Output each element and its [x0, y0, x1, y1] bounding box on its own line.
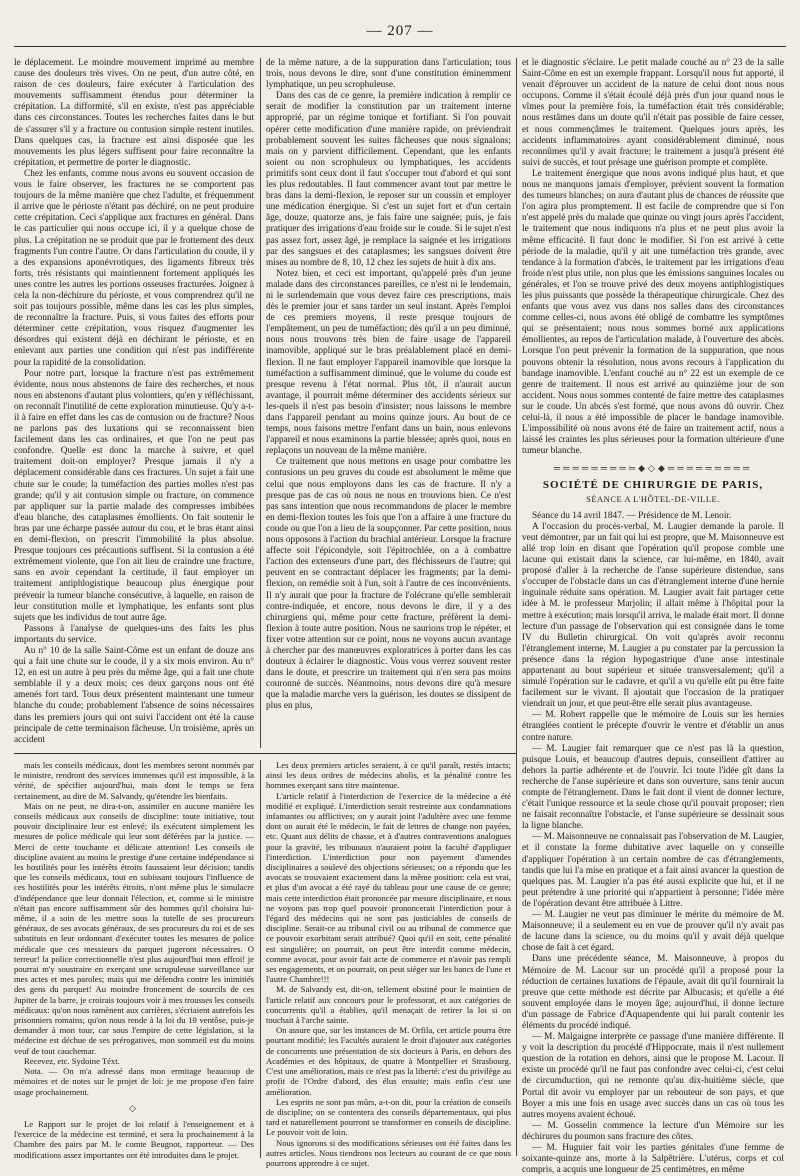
- paragraph: Dans des cas de ce genre, la première indication à remplir ce serait de modifier la constitution par un traitement interne approprié, par un régime tonique et fortifiant. Si l'on pouvait opérer cette modification d'une manière rapide, on préviendrait probablement souvent les suites fâcheuses que nous signalons; mais on y parvient difficilement. Cependant, que les enfants soient ou non scrophuleux ou lymphatiques, les accidents primitifs sont ceux dont il faut s'occuper tout d'abord et qui sont les plus redoutables. Il faut commencer avant tout par mettre le bras dans la demi-flexion, le reposer sur un coussin et employer une médication énergique. Si c'est un sujet fort et d'un certain âge, douze, quatorze ans, je fais faire une saignée; puis, je fais pratiquer des irrigations d'eau froide sur le coude. Si le sujet n'est pas assez fort, assez âgé, je remplace la saignée et les irrigations par des sangsues et des cataplasmes; les sangsues doivent être mises au nombre de 8, 10, 12 chez les sujets de huit à dix ans.: [266, 91, 511, 268]
- column-divider: [260, 58, 261, 748]
- paragraph: Nota. — On m'a adressé dans mon ermitage beaucoup de mémoires et de notes sur le projet de loi: je me propose d'en faire usage prochainement.: [14, 1066, 254, 1097]
- paragraph: M. de Salvandy est, dit-on, tellement obstiné pour le maintien de l'article relatif aux concours pour le professorat, et aux catégories de concurrents qu'il a établies, qu'il menaçait de retirer la loi si on touchait à l'arche sainte.: [266, 984, 511, 1026]
- paragraph: mais les conseils médicaux, dont les membres seront nommés par le ministre, rendront des services immenses qu'il est impossible, à la vérité, de spécifier aujourd'hui, mais dont le temps se fera certainement, au dire de M. Salvandy, qu'étendre les bienfaits.: [14, 760, 254, 801]
- paragraph: Mais on ne peut, ne dira-t-on, assimiler en aucune manière les conseils médicaux aux conseils de discipline: toute initiative, tout pouvoir disciplinaire leur est enlevé; ils exécutent simplement les mesures de police médicale qui leur sont déférées par la justice. — Merci de cette touchante et délicate attention! Les conseils de discipline avaient au moins le prestige d'une certaine indépendance si les hostilités pour les intérêts étroits faussaient leur décision; tandis que les conseils médicaux, tout en subissant toujours l'influence de ces hostilités pour les intérêts étroits, n'ont même plus le simulacre d'indépendance que leur donnait l'élection, et, comme si le ministre n'était pas encore suffisamment sûr des hommes qu'il choisira lui-même, il a soin de les mettre sous la tutelle de ses procureurs généraux, de ses avocats généraux, de ses procureurs du roi et de ses substituts en leur ordonnant d'exécuter toutes les mesures de police médicale que ces messieurs du parquet jugeront nécessaires. O terreur! la police correctionnelle n'est plus aujourd'hui mon effroi! je pourrai m'y soustraire en exerçant une scrupuleuse surveillance sur mes actes et mes paroles; mais qui me défendra contre les inimitiés des gens du parquet! Au moindre froncement de sourcils de ces Jupiter de la barre, je croirais toujours voir à mes trousses les conseils médicaux: qu'on nous ramènent aux carrières, s'écriaient autrefois les prisonniers romains; qu'on nous rende à la loi du 19 ventôse, puis-je demander à mon tour, car sous l'empire de cette législation, si la médecine est déchue de ses prérogatives, mon sommeil est du moins veuf de tout cauchemar.: [14, 800, 254, 1056]
- paragraph: L'article relatif à l'interdiction de l'exercice de la médecine a été modifié et expliqué. L'interdiction serait restreinte aux condamnations infamantes ou afflictives; on y aurait joint l'adultère avec une femme dont on aurait été le médecin, le fait de lettres de change non payées, etc. Quant aux délits de chasse, et à d'autres contraventions analogues pour la gravité, les tribunaux n'auraient point la faculté d'appliquer l'interdiction. L'interdiction pour non payement d'amendes disciplinaires a soulevé des objections sérieuses; on a répondu que les avocats se trouvaient exactement dans la même position: cela est vrai, et plus d'un avocat a été rayé du tableau pour une cause de ce genre; mais cette interdiction était prononcée par mesure disciplinaire, et nous ne voyons pas trop quel pouvoir prononcerait l'interdiction pour à l'égard des médecins qui ne sont pas justiciables de conseils de discipline. Serait-ce au tribunal civil ou au tribunal de commerce que ce pouvoir exorbitant serait attribué? Quoi qu'il en soit, cette pénalité est singulière; on pourrait, on peut être interdit comme médecin, comme avocat, pour avoir fait acte de commerce et n'avoir pas rempli ses engagements, et on pourrait, on peut siéger sur les bancs de l'une et l'autre Chambre!!!: [266, 790, 511, 985]
- paragraph: — M. Laugier ne veut pas diminuer le mérite du mémoire de M. Maisonneuve; il a seulement eu en vue de prouver qu'il n'y avait pas de lacune dans la science, ou du moins qu'il y avait déjà quelque chose de fait à cet égard.: [522, 910, 784, 954]
- paragraph: — M. Gosselin commence la lecture d'un Mémoire sur les déchirures du poumon sans fracture des côtes.: [522, 1120, 784, 1142]
- column-1-lower: [14, 760, 254, 1158]
- society-subtitle: SÉANCE A L'HÔTEL-DE-VILLE.: [586, 493, 720, 504]
- column-1-upper: [14, 58, 254, 748]
- middle-rule: [14, 753, 516, 754]
- paragraph: Notez bien, et ceci est important, qu'appelé près d'un jeune malade dans des circonstances pareilles, ce n'est ni le lendemain, ni le surlendemain que vous devez faire ces prescriptions, mais dès le premier jour et sans tarder un seul instant. Après l'emploi de ces premiers moyens, il reste presque toujours de l'empâtement, un peu de tuméfaction; dès qu'il a un peu diminué, nous nous trouvons très bien de faire usage de l'appareil inamovible, appliqué sur le bras préalablement placé en demi-flexion. Il ne faut employer l'appareil inamovible que lorsque la tuméfaction a suffisamment diminué, que le volume du coude est presque revenu à l'état normal. Plus tôt, il n'aurait aucun avantage, il pourrait même déterminer des accidents sérieux sur les-quels il n'est pas besoin d'insister; nous laissons le membre dans l'appareil pendant au moins quinze jours. Au bout de ce temps, nous faisons mettre l'enfant dans un bain, nous enlevons l'appareil et nous examinons la partie blessée; après quoi, nous en replaçons un nouveau de la même manière.: [266, 268, 511, 457]
- paragraph: — M. Laugier fait remarquer que ce n'est pas là la question, puisque Louis, et beaucoup d'autres depuis, conseillent d'attirer au dehors la partie adhérente et de l'ouvrir. Ici toute l'idée gît dans la recherche de l'anse supérieure et dans son ouverture, sans tenir aucun compte de l'étranglement. Dans le fait dont il vient de donner lecture, c'était l'unique ressource et la seule chose qu'il pouvait proposer; rien ne faisait reconnaître l'obstacle, et l'anse supérieure se dessinait sous la ligne blanche.: [522, 743, 784, 832]
- paragraph: Passons à l'analyse de quelques-uns des faits les plus importants du service.: [14, 623, 254, 645]
- society-title: SOCIÉTÉ DE CHIRURGIE DE PARIS,: [542, 479, 764, 492]
- paragraph: Pour notre part, lorsque la fracture n'est pas extrêmement évidente, nous nous abstenons de faire des recherches, et nous nous en abstenons d'autant plus volontiers, qu'en y réfléchissant, on reconnaît l'inutilité de cette exploration minutieuse. Qu'y a-t-il à faire en effet dans les cas de contusion ou de fracture? Nous ne parlons pas des luxations qui se reconnaissent bien facilement dans les cas ordinaires, et que l'on ne peut pas confondre. Quelle est donc la marche à suivre, et quel traitement doit-on employer? Presque jamais il n'y a déplacement considérable dans ces fractures. Un sujet a fait une chute sur le coude; la tuméfaction des parties molles n'est pas grande; qu'il y ait contusion simple ou fracture, on commence par appliquer sur la partie malade des compresses imbibées d'eau blanche, des cataplasmes émollients. On fait soutenir le bras par une écharpe passée autour du cou, et le bras étant ainsi en demi-flexion, on prescrit l'immobilité la plus absolue. Presque toujours ces précautions suffisent. Si la contusion a été extrêmement violente, que l'on ait lieu de craindre une fracture, sans en avoir cependant la certitude, il faut employer un traitement antiphlogistique beaucoup plus énergique pour prévenir la tumeur blanche consécutive, à laquelle, en raison de leur constitution molle et lymphatique, les enfants sont plus sujets que les individus de tout autre âge.: [14, 368, 254, 623]
- paragraph: le déplacement. Le moindre mouvement imprimé au membre cause des douleurs très vives. On ne peut, d'un autre côté, en raison de ces douleurs, faire exécuter à l'articulation des mouvements suffisamment étendus pour déterminer la crépitation. La difformité, s'il en existe, n'est pas appréciable dans ces circonstances. Toutes les recherches faites dans le but de s'assurer s'il y a fracture ou contusion simple restent inutiles. Dans quelques cas, la fracture est ainsi disposée que les mouvements les plus légers suffisent pour faire reconnaître la crépitation, et permettre de porter le diagnostic.: [14, 58, 254, 168]
- column-1-lower-text: [14, 760, 254, 1097]
- column-3: [522, 58, 784, 1176]
- header-rule: [14, 46, 786, 47]
- paragraph: — M. Huguier fait voir les parties génitales d'une femme de soixante-quinze ans, morte à la Salpêtrière. L'utérus, corps et col compris, a acquis une longueur de 25 centimètres, en même: [522, 1143, 784, 1176]
- page-header: [0, 22, 800, 40]
- seance-line: Séance du 14 avril 1847. — Présidence de M. Lenoir.: [532, 510, 732, 521]
- paragraph: — M. Malgaigne interprète ce passage d'une manière différente. Il y voit la description du procédé d'Hippocrate, mais il n'est nullement question de la rotation en dehors, ainsi que le propose M. Lacour. Il existe un procédé qu'il ne faut pas confondre avec celui-ci, c'est celui de circumduction, qui ne remonte qu'au dix-huitième siècle, que Portal dit avoir vu employer par un rebouteur de son pays, et que Boyer a mis une fois en usage avec succès dans un cas où tous les autres moyens avaient échoué.: [522, 1032, 784, 1120]
- paragraph: et le diagnostic s'éclaire. Le petit malade couché au n° 23 de la salle Saint-Côme en est un exemple frappant. Lorsqu'il nous fut apporté, il venait d'éprouver un accident de la nature de celui dont nous nous occupons. Comme il s'était écoulé déjà près d'un jour quand nous le vîmes pour la première fois, la tuméfaction était très considérable; nous restâmes dans un doute qu'il n'était pas possible de faire cesser, et nous commençâmes le traitement. Quelques jours après, les accidents inflammatoires ayant considérablement diminué, nous reconnûmes qu'il y avait fracture; le traitement a jusqu'à présent été suivi de succès, et tout présage une guérison prompte et complète.: [522, 58, 784, 168]
- paragraph: Les deux premiers articles seraient, à ce qu'il paraît, restés intacts; ainsi les deux ordres de médecins abolis, et la pénalité contre les hommes exerçant sans titre maintenue.: [266, 760, 511, 791]
- paragraph: de la même nature, a de la suppuration dans l'articulation; tous trois, nous devons le dire, sont d'une constitution éminemment lymphatique, un peu scrophuleuse.: [266, 58, 511, 91]
- paragraph: — M. Maisonneuve ne connaissait pas l'observation de M. Laugier, et il constate la forme dubitative avec laquelle on y conseille d'appliquer l'opération à un certain nombre de cas d'étranglements, tandis que lui l'a mise en pratique et a fait ainsi avancer la question de quelques pas. M. Laugier n'a pas été aussi explicite que lui, et il ne peut prétendre à une priorité qui n'appartient à personne; l'idée mère de l'opération devant être attribuée à Littre.: [522, 832, 784, 909]
- paragraph: Le traitement énergique que nous avons indiqué plus haut, et que nous ne manquons jamais d'employer, prévient souvent la formation des tumeurs blanches; on aura d'autant plus de chances de réussite que l'on agira plus promptement. Il est facile de comprendre que si l'on n'est appelé près du malade que quinze ou vingt jours après l'accident, le traitement que nous indiquons n'a plus et ne peut plus avoir la même efficacité. Il faut donc le modifier. Si l'on est arrivé à cette période de la maladie, qu'il y ait une tuméfaction très grande, avec tendance à la formation d'abcès, le traitement par les irrigations d'eau froide n'est plus utile, non plus que les émissions sanguines locales ou générales, et l'on se trouve privé des deux moyens antiphlogistiques les plus puissants que possède la thérapeutique chirurgicale. Chez des enfants que vous avez vus dans nos salles dans des circonstances comme celles-ci, nous avons été obligé de combattre les symptômes qui se présentaient; nous nous sommes borné aux applications émollientes, au repos de l'articulation malade, à l'ouverture des abcès. Lorsque l'on peut prévenir la formation de la suppuration, que nous pouvons obtenir la résolution, nous avons recours à l'application du bandage inamovible. L'enfant couché au n° 22 est un exemple de ce genre de traitement. Il nous est arrivé au quinzième jour de son accident. Nous nous sommes contenté de faire mettre des cataplasmes sur le coude. Un abcès s'est formé, que nous avons dû ouvrir. Chez celui-là, il nous a été impossible de placer le bandage inamovible. L'impossibilité où nous avons été de faire un traitement actif, nous a laissé les craintes les plus sérieuses pour la formation ultérieure d'une tumeur blanche.: [522, 168, 784, 457]
- society-body: [522, 522, 784, 1176]
- column-divider: [516, 58, 517, 1156]
- paragraph: — M. Robert rappelle que le mémoire de Louis sur les hernies étranglées contient le précepte d'ouvrir le ventre et d'établir un anus contre nature.: [522, 710, 784, 743]
- column-2-upper: [266, 58, 511, 748]
- notice-ornament: ◇: [129, 1102, 139, 1113]
- paragraph: Au n° 10 de la salle Saint-Côme est un enfant de douze ans qui a fait une chute sur le coude, il y a six mois environ. Au n° 12, en est un autre à peu près du même âge, qui a fait une chute semblable il y a deux mois; ces deux garçons nous ont été amenés fort tard. Tous deux présentent maintenant une tumeur blanche du coude; probablement l'absence de soins nécessaires dans les premiers jours qui ont suivi l'accident ont été la cause principale de cette terminaison fâcheuse. Un troisième, après un accident: [14, 645, 254, 745]
- notice-text: Le Rapport sur le projet de loi relatif à l'enseignement et à l'exercice de la médecine est terminé, et sera lu prochainement à la Chambre des pairs par M. le comte Beugnot, rapporteur. — Des modifications assez importantes ont été introduites dans le projet.: [14, 1118, 254, 1160]
- column-2-lower: [266, 760, 511, 1168]
- column-divider: [260, 760, 261, 1158]
- page-number: — 207 —: [366, 23, 434, 39]
- paragraph: A l'occasion du procès-verbal, M. Laugier demande la parole. Il veut démontrer, par un fait qui lui est propre, que M. Maisonneuve est allé trop loin en disant que l'opération qu'il propose comble une lacune qui existait dans la science, car lui-même, en 1840, avait proposé d'aller à la recherche de l'anse supérieure distendue, sans s'occuper de l'obstacle dans un cas d'étranglement interne d'une hernie inguinale réduite sans opération. M. Laugier avait fait partager cette idée à M. le professeur Marjolin; il allait même à l'hôpital pour la mettre à exécution; mais lorsqu'il arriva, le malade était mort. Il donne lecture d'un passage de l'observation qui est consignée dans le tome IV du Bulletin chirurgical. On voit qu'après avoir reconnu l'étranglement interne, M. Laugier a pu constater par la percussion la présence dans la région hypogastrique d'une anse intestinale appartenant au bout supérieur et située transversalement; qu'il a simulé l'opération sur le cadavre, et qu'il a vu qu'elle eût pu être faite facilement sur le vivant. Il ajoutait que l'occasion de la pratiquer viendrait un jour, et que peut-être elle serait plus avantageuse.: [522, 521, 784, 710]
- paragraph: Les esprits ne sont pas mûrs, a-t-on dit, pour la création de conseils de discipline; on se contentera des conseils départementaux, qui plus tard et naturellement pourront se transformer en conseils de discipline. Le pouvoir voit de loin.: [266, 1096, 511, 1138]
- paragraph: On assure que, sur les instances de M. Orfila, cet article pourra être pourtant modifié; les Facultés auraient le droit d'ajouter aux catégories de concurrents une présentation de six docteurs à Paris, en dehors des Académies et des hôpitaux, de quatre à Montpellier et Strasbourg. C'est une amélioration, mais ce n'est pas la liberté: c'est du privilège au profit de l'Ordre d'abord, des élus ensuite; mais enfin c'est une amélioration.: [266, 1025, 511, 1097]
- paragraph: Nous ignorons si des modifications sérieuses ont été faites dans les autres articles. Nous tiendrons nos lecteurs au courant de ce que nous pourrons apprendre à ce sujet.: [266, 1137, 511, 1168]
- column-3-intro: [522, 58, 784, 457]
- paragraph: Dans une précédente séance, M. Maisonneuve, à propos du Mémoire de M. Lacour sur un procédé qu'il a proposé pour la réduction de certaines luxations de l'épaule, avait dit qu'il fournirait la preuve que cette méthode est décrite par Albucasis; et qu'elle a été souvent employée dans le moyen âge; aujourd'hui, il donne lecture d'un passage de Fabrice d'Aquapendente qui lui paraît contenir les éléments du procédé indiqué.: [522, 954, 784, 1031]
- paragraph: Recevez, etc. Sydoine Téxt.: [24, 1055, 120, 1066]
- section-ornament: ═════════◆◇◆═════════: [553, 463, 753, 474]
- paragraph: Ce traitement que nous mettons en usage pour combattre les contusions un peu graves du coude est absolument le même que celui que nous employons dans les cas de fracture. Il n'y a presque pas de cas où nous ne nous en trouvions bien. Ce n'est pas sans intention que nous recommandons de placer le membre en demi-flexion toutes les fois que l'on a affaire à une fracture du coude ou que l'on a lieu de la soupçonner. Par cette position, nous nous opposons à l'action du brachial antérieur. Lorsque la fracture affecte soit l'épicondyle, soit l'épitrochlée, on a à combattre l'action des extenseurs d'une part, des fléchisseurs de l'autre; qui peuvent en se contractant déplacer les fragments; par la demi-flexion, on remédie soit à l'un, soit à l'autre de ces inconvénients. Il n'y aurait que pour la fracture de l'olécrane qu'elle semblerait contre-indiquée, et encore, nous devons le dire, il y a des chirurgiens qui, même pour cette fracture, préfèrent la demi-flexion à toute autre position. Nous ne saurions trop le répéter, et fixer votre attention sur ce point, nous ne voyons aucun avantage à chercher par des manœuvres exploratrices à porter dans les cas douteux à éclairer le diagnostic. Vous vous verrez souvent rester dans le doute, et prescrire un traitement qui n'en sera pas moins couronné de succès. Néanmoins, nous devons dire qu'à mesure que la maladie marche vers la guérison, les doutes se dissipent de plus en plus,: [266, 457, 511, 712]
- paragraph: Chez les enfants, comme nous avons eu souvent occasion de vous le faire observer, les fractures ne se comportent pas toujours de la même manière que chez l'adulte, et fréquemment il arrive que le périoste n'étant pas déchiré, on ne peut produire cette crépitation. Ceci s'applique aux fractures en général. Dans le cas particulier qui nous occupe ici, il y a quelque chose de plus. La crépitation ne se produit que par le frottement des deux fragments l'un contre l'autre. Or dans l'articulation du coude, il y a des expansions aponévrotiques, des ligaments fibreux très forts, très résistants qui maintiennent fortement appliqués les unes contre les autres les portions osseuses fracturées. Joignez à cela la non-déchirure du périoste, et vous comprendrez qu'il ne soit pas toujours possible, même dans les cas les plus simples, de reconnaître la fracture. Puis, si vous faites des efforts pour déterminer cette crépitation, vous risquez d'augmenter les désordres qui existent déjà en déchirant le périoste, et en enlevant aux parties une condition qui n'est pas indifférente pour la rapidité de la consolidation.: [14, 168, 254, 368]
